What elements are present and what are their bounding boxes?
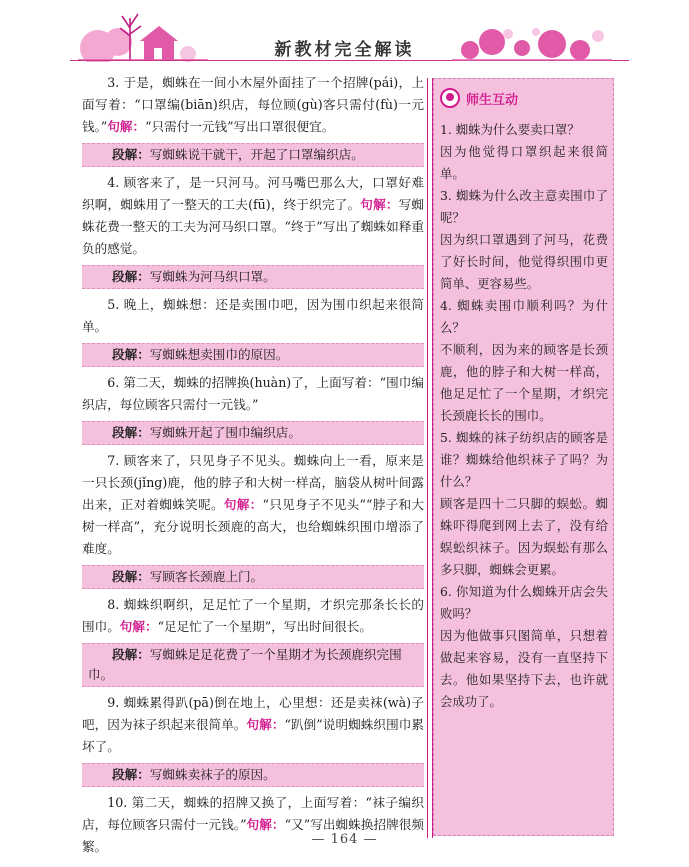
paragraph-9: 9. 蜘蛛累得趴(pā)倒在地上，心里想：还是卖袜(wà)子吧，因为袜子织起来很简单。句解：“趴倒”说明蜘蛛织围巾累坏了。 xyxy=(82,695,424,754)
answer: 因为他做事只图简单，只想着做起来容易，没有一直坚持下去。他如果坚持下去，也许就会成功了。 xyxy=(440,628,608,709)
answer: 因为织口罩遇到了河马，花费了好长时间，他觉得织围巾更简单、更容易些。 xyxy=(440,232,608,291)
paragraph-10: 10. 第二天，蜘蛛的招牌又换了，上面写着：“袜子编织店，每位顾客只需付一元钱。”句解：“又”写出蜘蛛换招牌很频繁。 xyxy=(82,795,424,854)
page-title: 新教材完全解读 xyxy=(274,40,415,60)
answer: 顾客是四十二只脚的蜈蚣。蜘蛛吓得爬到网上去了，没有给蜈蚣织袜子。因为蜈蚣有那么多只脚，蜘蛛会更累。 xyxy=(440,496,608,577)
page-header xyxy=(0,0,689,70)
paragraph-summary: 段解：写蜘蛛说干就干，开起了口罩编织店。 xyxy=(82,143,424,167)
answer: 因为他觉得口罩织起来很简单。 xyxy=(440,144,608,181)
paragraph-summary: 段解：写蜘蛛想卖围巾的原因。 xyxy=(82,343,424,367)
sentence-note-label: 句解： xyxy=(360,197,399,212)
paragraph-summary: 段解：写蜘蛛为河马织口罩。 xyxy=(82,265,424,289)
paragraph-summary: 段解：写顾客长颈鹿上门。 xyxy=(82,565,424,589)
sentence-note-label: 句解： xyxy=(223,497,263,512)
paragraph-3: 3. 于是，蜘蛛在一间小木屋外面挂了一个招牌(pái)，上面写着：“口罩编(biān)织店，每位顾(gù)客只需付(fù)一元钱。”句解：“只需付一元钱”写出口罩很便宜。 xyxy=(82,75,424,134)
paragraph-summary: 段解：写蜘蛛足足花费了一个星期才为长颈鹿织完围巾。 xyxy=(82,643,424,687)
sentence-note-label: 句解： xyxy=(246,817,285,832)
sentence-note-label: 句解： xyxy=(119,619,158,634)
question: 4. 蜘蛛卖围巾顺利吗？为什么？ xyxy=(440,298,608,335)
panel-header xyxy=(440,85,608,111)
answer: 不顺利，因为来的顾客是长颈鹿，他的脖子和大树一样高，他足足忙了一个星期，才织完长颈鹿长长的围巾。 xyxy=(440,342,608,423)
question: 6. 你知道为什么蜘蛛开店会失败吗？ xyxy=(440,584,608,621)
page-number: — 164 — xyxy=(311,832,378,847)
teacher-student-interaction-panel xyxy=(433,78,614,836)
question: 3. 蜘蛛为什么改主意卖围巾了呢？ xyxy=(440,188,608,225)
paragraph-6: 6. 第二天，蜘蛛的招牌换(huàn)了，上面写着：“围巾编织店，每位顾客只需付一元钱。” xyxy=(82,375,424,412)
paragraph-8: 8. 蜘蛛织啊织，足足忙了一个星期，才织完那条长长的围巾。句解：“足足忙了一个星期”，写出时间很长。 xyxy=(82,597,424,634)
panel-title: 师生互动 xyxy=(466,92,519,108)
question: 1. 蜘蛛为什么要卖口罩？ xyxy=(440,122,580,137)
main-content xyxy=(82,72,424,858)
question: 5. 蜘蛛的袜子纺织店的顾客是谁？蜘蛛给他织袜子了吗？为什么？ xyxy=(440,430,608,489)
paragraph-summary: 段解：写蜘蛛卖袜子的原因。 xyxy=(82,763,424,787)
paragraph-5: 5. 晚上，蜘蛛想：还是卖围巾吧，因为围巾织起来很简单。 xyxy=(82,297,424,334)
circle-bullet-icon xyxy=(440,88,460,108)
sentence-note-label: 句解： xyxy=(107,119,146,134)
paragraph-4: 4. 顾客来了，是一只河马。河马嘴巴那么大，口罩好难织啊，蜘蛛用了一整天的工夫(fū)，终于织完了。句解：写蜘蛛花费一整天的工夫为河马织口罩。“终于”写出了蜘蛛如释重负的感觉。 xyxy=(82,175,424,256)
bubbles-decoration-icon xyxy=(452,24,612,64)
paragraph-summary: 段解：写蜘蛛开起了围巾编织店。 xyxy=(82,421,424,445)
paragraph-7: 7. 顾客来了，只见身子不见头。蜘蛛向上一看，原来是一只长颈(jǐng)鹿，他的脖子和大树一样高，脑袋从树叶间露出来，正对着蜘蛛笑呢。句解：“只见身子不见头”“脖子和大树一样高”，充分说明长颈鹿的高大，也给蜘蛛织围巾增添了难度。 xyxy=(82,453,424,556)
sentence-note-label: 句解： xyxy=(246,717,285,732)
